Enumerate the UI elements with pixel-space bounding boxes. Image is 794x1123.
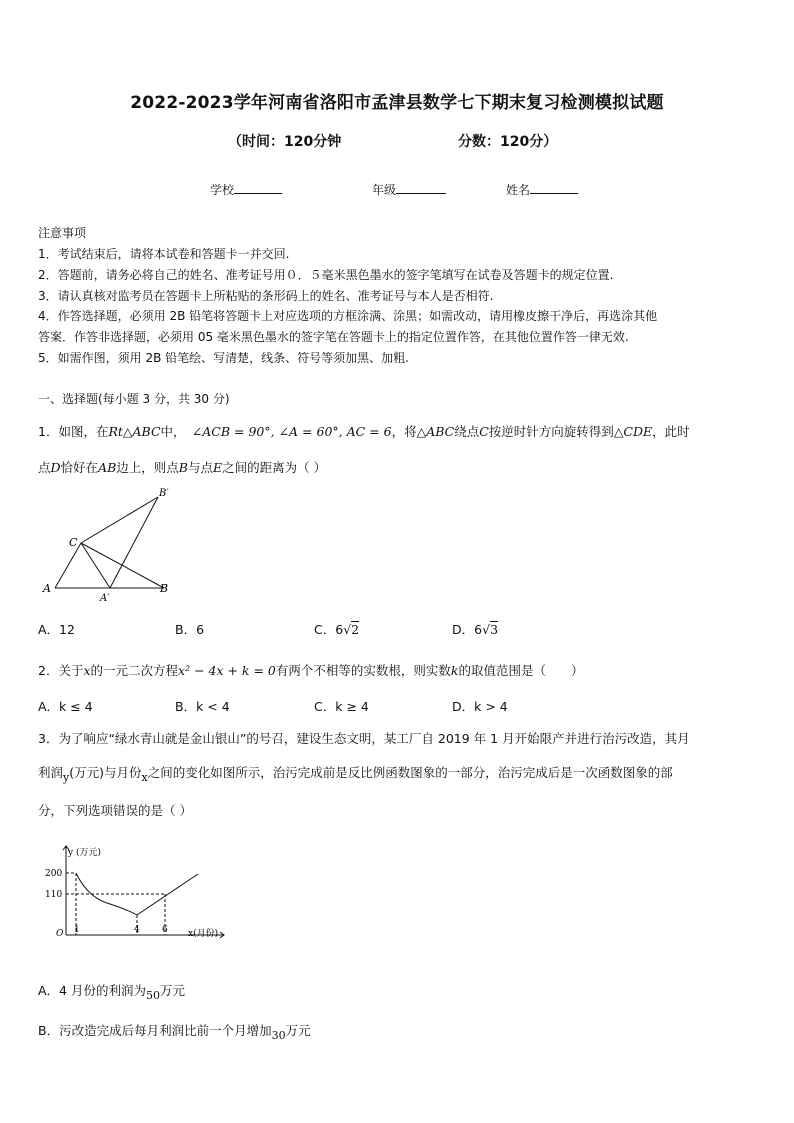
y-tick-label: 200: [45, 869, 63, 879]
q1-option-d: D．6√3: [452, 622, 499, 637]
name-blank: [530, 182, 578, 194]
question-1-line1: 1．如图，在Rt△ABC中， ∠ACB = 90°, ∠A = 60°, AC = 6，将△ABC绕点C按逆时针方向旋转得到△CDE，此时: [38, 424, 690, 439]
segment-cb: [81, 543, 164, 588]
grade-blank: [396, 182, 446, 194]
question-3-line2: 利润y(万元)与月份x之间的变化如图所示，治污完成前是反比例函数图象的一部分，治污完成后是一次函数图象的部: [38, 765, 673, 784]
label-a: A: [43, 582, 51, 595]
x-tick-label: 4: [134, 925, 140, 935]
q1-option-b: B．6: [175, 622, 205, 637]
q3-option-a: A．4 月份的利润为50万元: [38, 983, 185, 1002]
grade-label: 年级: [372, 183, 397, 197]
q2-option-b: B．k < 4: [175, 699, 230, 714]
note-item: 4．作答选择题，必须用 2B 铅笔将答题卡上对应选项的方框涂满、涂黑；如需改动，请用橡皮擦干净后，再选涂其他: [38, 309, 658, 323]
q2-option-a: A．k ≤ 4: [38, 699, 93, 714]
note-item: 1．考试结束后，请将本试卷和答题卡一并交回.: [38, 247, 290, 261]
origin-label: O: [56, 929, 64, 939]
name-field: [506, 181, 578, 198]
y-tick-label: 110: [45, 890, 63, 900]
q3-option-b: B．污改造完成后每月利润比前一个月增加30万元: [38, 1023, 311, 1042]
score-info: 分数：120分）: [458, 134, 558, 150]
question-1-line2: 点D恰好在AB边上，则点B与点E之间的距离为（ ）: [38, 460, 327, 475]
page-title: 2022-2023学年河南省洛阳市孟津县数学七下期末复习检测模拟试题: [130, 93, 664, 113]
q2-option-c: C．k ≥ 4: [314, 699, 369, 714]
notes-heading: 注意事项: [38, 226, 87, 240]
note-item: 2．答题前，请务必将自己的姓名、准考证号用０．５毫米黑色墨水的签字笔填写在试卷及答题卡的规定位置.: [38, 268, 614, 282]
segment-ac: [55, 543, 81, 588]
x-tick-label: 1: [74, 925, 80, 935]
school-blank: [234, 182, 282, 194]
label-b-prime: B′: [159, 488, 169, 499]
time-info: （时间：120分钟: [228, 134, 342, 150]
note-item: 3．请认真核对监考员在答题卡上所粘贴的条形码上的姓名、准考证号与本人是否相符.: [38, 289, 494, 303]
q1-option-a: A．12: [38, 622, 75, 637]
label-a-prime: A′: [100, 593, 110, 604]
label-b: B: [160, 582, 169, 595]
x-axis-label: x(月份): [188, 929, 219, 939]
section-heading: 一、选择题(每小题 3 分，共 30 分): [38, 392, 230, 406]
q1-option-c: C．6√2: [314, 622, 360, 637]
grade-field: [372, 181, 446, 198]
y-axis-label: y (万元): [68, 848, 101, 858]
school-label: 学校: [210, 183, 235, 197]
school-field: [210, 181, 282, 198]
note-item: 答案．作答非选择题，必须用 05 毫米黑色墨水的签字笔在答题卡上的指定位置作答，在其他位置作答一律无效.: [38, 330, 629, 344]
question-3-line1: 3．为了响应“绿水青山就是金山银山”的号召，建设生态文明，某工厂自 2019 年 1 月开始限产并进行治污改造，其月: [38, 731, 690, 746]
note-item: 5．如需作图，须用 2B 铅笔绘、写清楚，线条、符号等须加黑、加粗.: [38, 351, 409, 365]
segment-ca-prime: [81, 543, 110, 588]
name-label: 姓名: [506, 183, 531, 197]
question-3-line3: 分，下列选项错误的是（ ）: [38, 803, 192, 818]
triangle-figure: [38, 484, 178, 604]
question-2: 2．关于x的一元二次方程x² − 4x + k = 0有两个不相等的实数根，则实数k的取值范围是（ ）: [38, 663, 584, 678]
segment-a-prime-b-prime: [110, 497, 158, 588]
q2-option-d: D．k > 4: [452, 699, 508, 714]
segment-cb-prime: [81, 497, 158, 543]
label-c: C: [69, 536, 78, 549]
profit-chart: [38, 836, 238, 946]
x-tick-label: 6: [162, 925, 168, 935]
